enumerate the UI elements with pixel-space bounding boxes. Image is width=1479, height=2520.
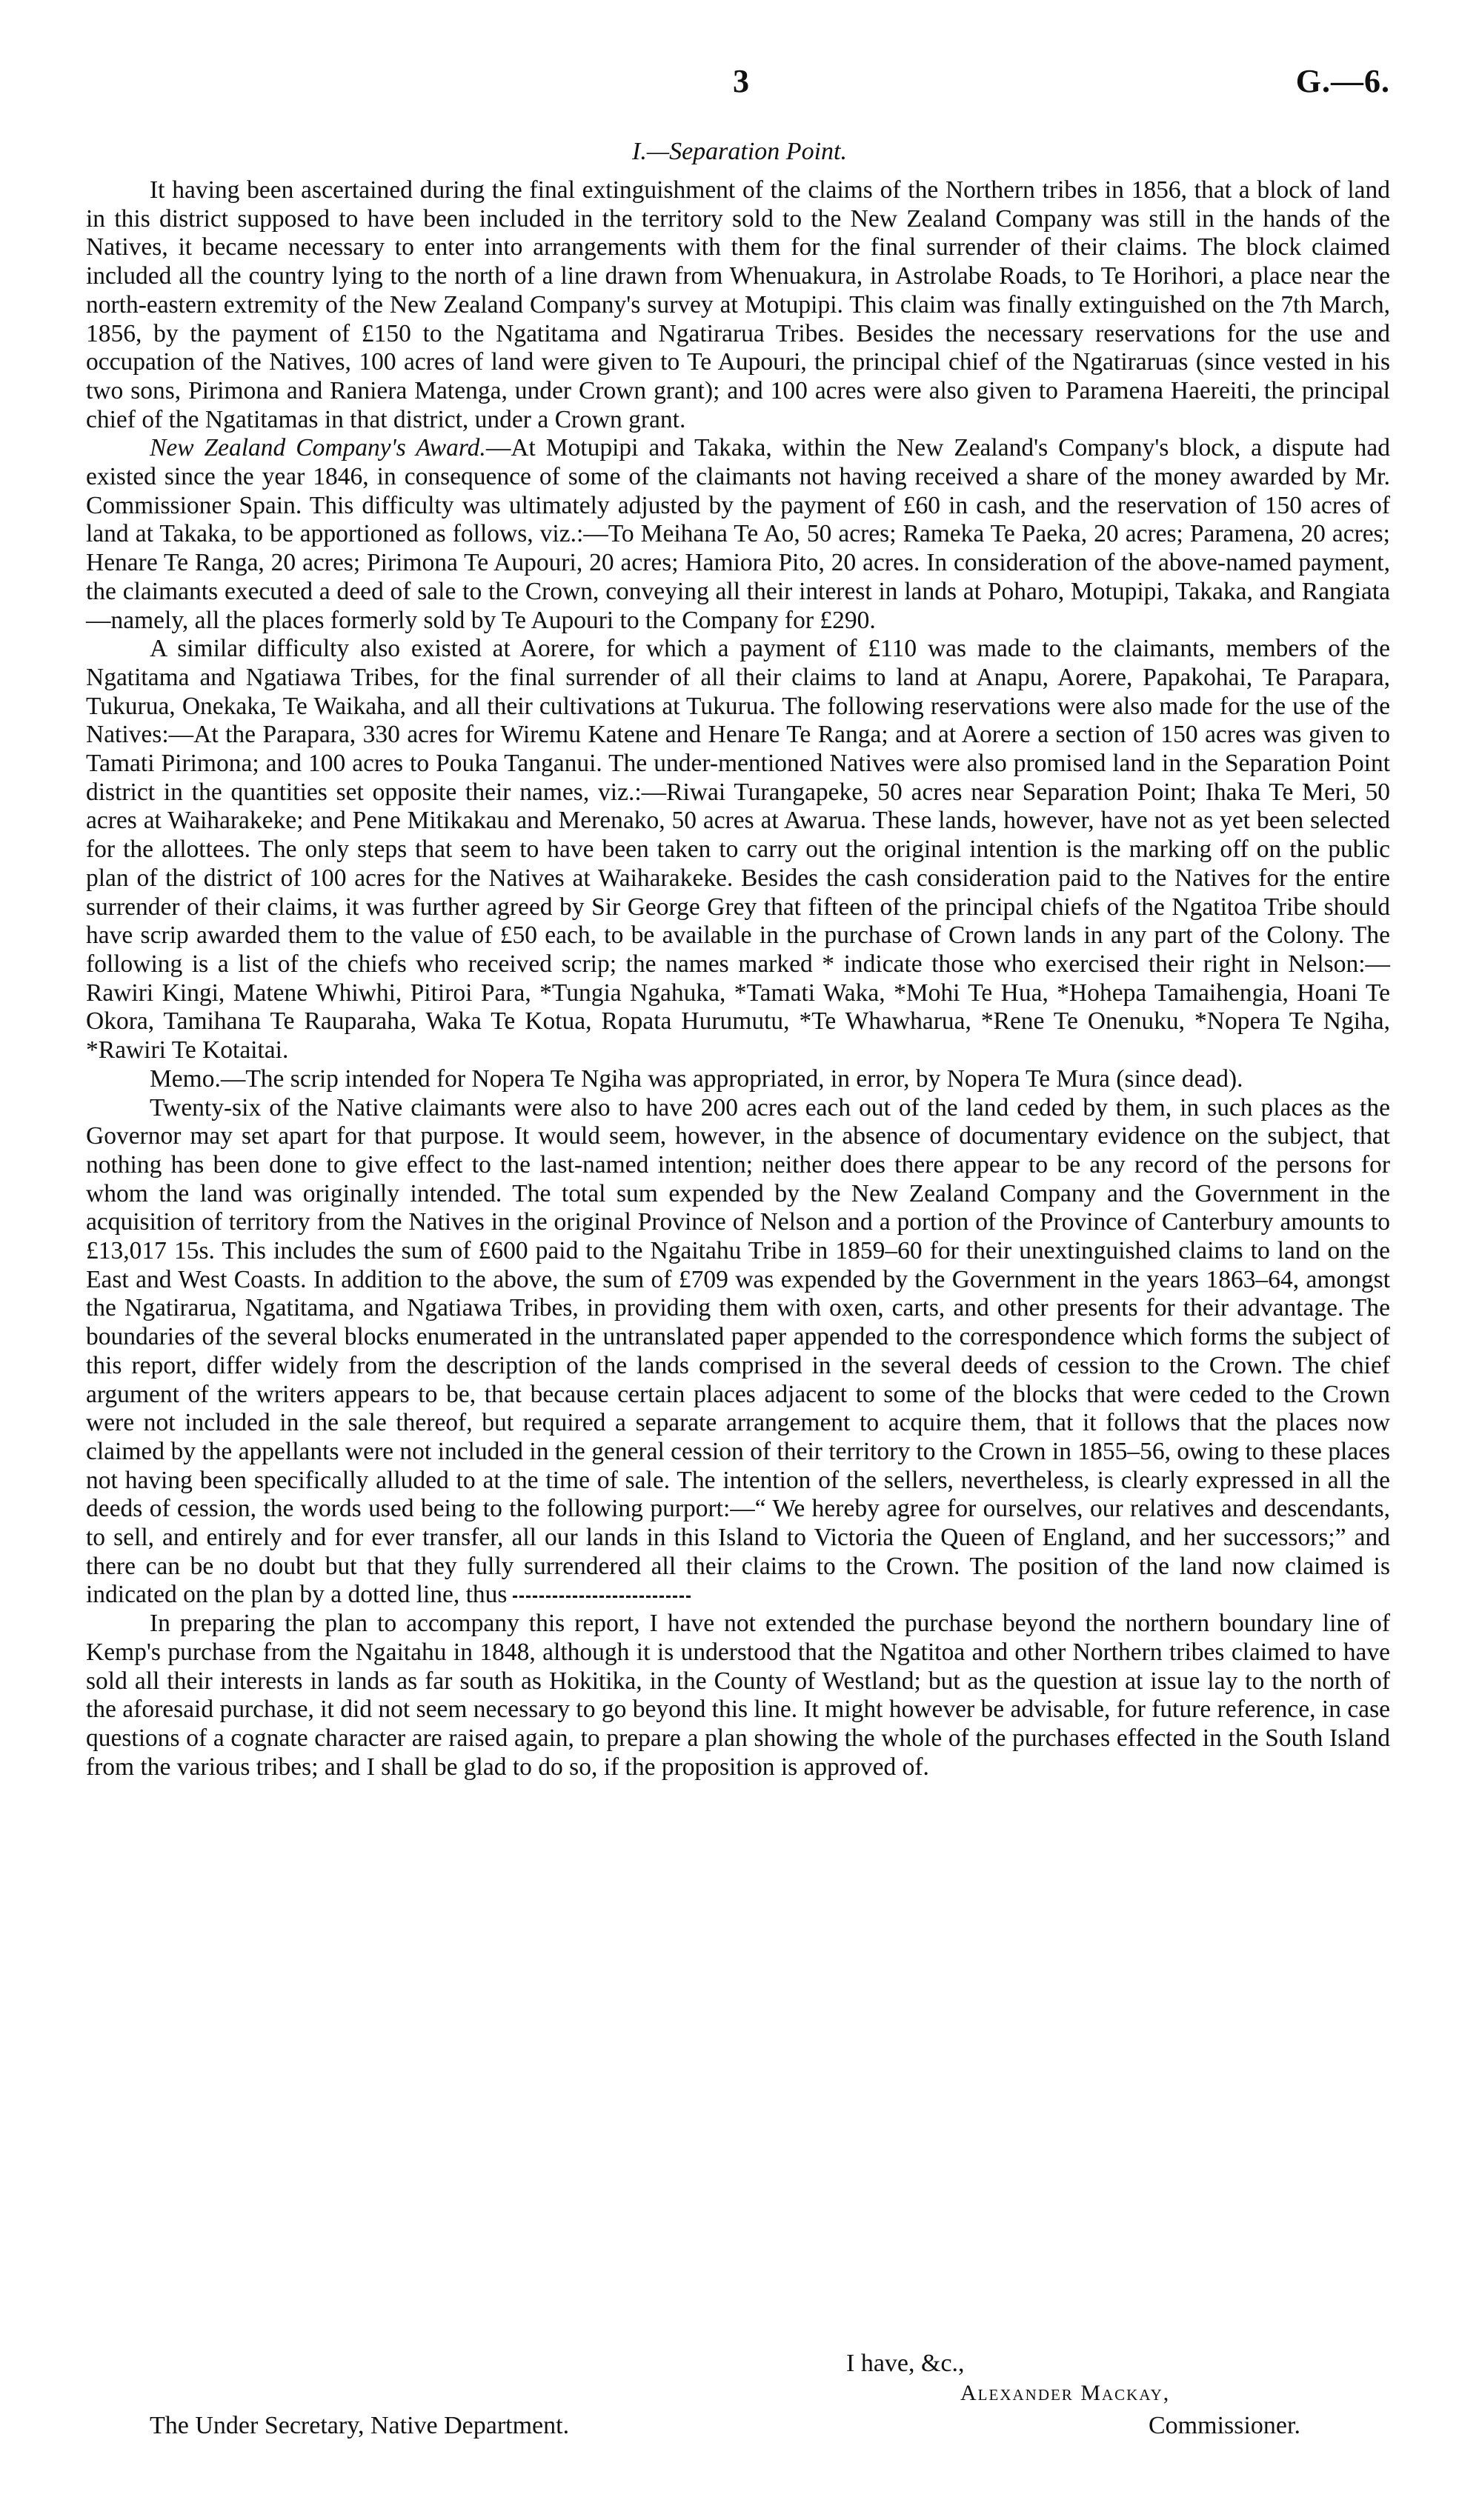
paragraph-text: A similar difficulty also existed at Aorere, for which a payment of £110 was made to the claimants, members of the Ngatitama and Ngatiawa Tribes, for the final surrender of all their claims to land at Anapu, Aorere, Papakohai, Te Parapara, Tukurua, Onekaka, Te Waikaha, and all their cultivations at Tukurua. The following reservations were also made for the use of the Natives:—At the Parapara, 330 acres for Wiremu Katene and Henare Te Ranga; and at Aorere a section of 150 acres was given to Tamati Pirimona; and 100 acres to Pouka Tanganui. The under-mentioned Natives were also promised land in the Separation Point district in the quantities set opposite their names, viz.:—Riwai Turangapeke, 50 acres near Separation Point; Ihaka Te Meri, 50 acres at Waiharakeke; and Pene Mitikakau and Merenako, 50 acres at Awarua. These lands, however, have not as yet been selected for the allottees. The only steps that seem to have been taken to carry out the original intention is the marking off on the public plan of the district of 100 acres for the Natives at Waiharakeke. Besides the cash consideration paid to the Natives for the entire surrender of their claims, it was further agreed by Sir George Grey that fifteen of the principal chiefs of the Ngatitoa Tribe should have scrip awarded them to the value of £50 each, to be available in the purchase of Crown lands in any part of the Colony. The following is a list of the chiefs who received scrip; the names marked * indicate those who exercised their right in Nelson:—Rawiri Kingi, Matene Whiwhi, Pitiroi Para, *Tungia Ngahuka, *Tamati Waka, *Mohi Te Hua, *Hohepa Tamaihengia, Hoani Te Okora, Tamihana Te Rauparaha, Waka Te Kotua, Ropata Hurumutu, *Te Whawharua, *Rene Te Onenuku, *Nopera Te Ngiha, *Rawiri Te Kotaitai. — [86, 635, 1390, 1064]
paragraph-text: Twenty-six of the Native claimants were also to have 200 acres each out of the land ceded by them, in such places as the Governor may set apart for that purpose. It would seem, however, in the absence of documentary evidence on the subject, that nothing has been done to give effect to the last-named intention; neither does there appear to be any record of the persons for whom the land was originally intended. The total sum expended by the New Zealand Company and the Government in the acquisition of territory from the Natives in the original Province of Nelson and a portion of the Province of Canterbury amounts to £13,017 15s. This includes the sum of £600 paid to the Ngaitahu Tribe in 1859–60 for their unextinguished claims to land on the East and West Coasts. In addition to the above, the sum of £709 was expended by the Government in the years 1863–64, amongst the Ngatirarua, Ngatitama, and Ngatiawa Tribes, in providing them with oxen, carts, and other presents for their advantage. The boundaries of the several blocks enumerated in the untranslated paper appended to the correspondence which forms the subject of this report, differ widely from the description of the lands comprised in the several deeds of cession to the Crown. The chief argument of the writers appears to be, that because certain places adjacent to some of the blocks that were ceded to the Crown were not included in the sale thereof, but required a separate arrangement to acquire them, that it follows that the places now claimed by the appellants were not included in the general cession of their territory to the Crown in 1855–56, owing to these places not having been specifically alluded to at the time of sale. The intention of the sellers, nevertheless, is clearly expressed in all the deeds of cession, the words used being to the following purport:—“ We hereby agree for ourselves, our relatives and descendants, to sell, and entirely and for ever transfer, all our lands in this Island to Victoria the Queen of England, and her successors;” and there can be no doubt but that they fully surrendered all their claims to the Crown. The position of the land now claimed is indicated on the plan by a dotted line, thus — [86, 1093, 1390, 1609]
paragraph-memo — [86, 1065, 1390, 1094]
document-reference: G.—6. — [1295, 63, 1390, 99]
closing-salutation: I have, &c., — [846, 2350, 965, 2377]
paragraph-company-award — [86, 434, 1390, 635]
paragraph-aorere — [86, 635, 1390, 1065]
paragraph-text: —At Motupipi and Takaka, within the New Zealand's Company's block, a dispute had existed since the year 1846, in consequence of some of the claimants not having received a share of the money awarded by Mr. Commissioner Spain. This difficulty was ultimately adjusted by the payment of £60 in cash, and the reservation of 150 acres of land at Takaka, to be apportioned as follows, viz.:—To Meihana Te Ao, 50 acres; Rameka Te Paeka, 20 acres; Paramena, 20 acres; Henare Te Ranga, 20 acres; Pirimona Te Aupouri, 20 acres; Hamiora Pito, 20 acres. In consideration of the above-named payment, the claimants executed a deed of sale to the Crown, conveying all their interest in lands at Poharo, Motupipi, Takaka, and Rangiata—namely, all the places formerly sold by Te Aupouri to the Company for £290. — [86, 434, 1391, 634]
page-number: 3 — [733, 63, 749, 99]
dotted-line-symbol — [513, 1596, 691, 1598]
signatory-title: Commissioner. — [1149, 2412, 1300, 2439]
body-text — [86, 176, 1390, 1781]
paragraph-text: Memo.—The scrip intended for Nopera Te Ngiha was appropriated, in error, by Nopera Te Mura (since dead). — [150, 1064, 1243, 1093]
paragraph-text: It having been ascertained during the final extinguishment of the claims of the Northern tribes in 1856, that a block of land in this district supposed to have been included in the territory sold to the New Zealand Company was still in the hands of the Natives, it became necessary to enter into arrangements with them for the final surrender of their claims. The block claimed included all the country lying to the north of a line drawn from Whenuakura, in Astrolabe Roads, to Te Horihori, a place near the north-eastern extremity of the New Zealand Company's survey at Motupipi. This claim was finally extinguished on the 7th March, 1856, by the payment of £150 to the Ngatitama and Ngatirarua Tribes. Besides the necessary reservations for the use and occupation of the Natives, 100 acres of land were given to Te Aupouri, the principal chief of the Ngatiraruas (since vested in his two sons, Pirimona and Raniera Matenga, under Crown grant); and 100 acres were also given to Paramena Haereiti, the principal chief of the Ngatitamas in that district, under a Crown grant. — [86, 176, 1390, 433]
paragraph-separation-point — [86, 176, 1390, 434]
addressee: The Under Secretary, Native Department. — [150, 2412, 570, 2439]
section-title: I.—Separation Point. — [632, 138, 847, 165]
paragraph-twenty-six-claimants — [86, 1094, 1390, 1610]
paragraph-lead: New Zealand Company's Award. — [150, 434, 486, 462]
signatory-name: Alexander Mackay, — [960, 2381, 1171, 2405]
paragraph-plan — [86, 1610, 1390, 1781]
paragraph-text: In preparing the plan to accompany this report, I have not extended the purchase beyond the northern boundary line of Kemp's purchase from the Ngaitahu in 1848, although it is understood that the Ngatitoa and other Northern tribes claimed to have sold all their interests in lands as far south as Hokitika, in the County of Westland; but as the question at issue lay to the north of the aforesaid purchase, it did not seem necessary to go beyond this line. It might however be advisable, for future reference, in case questions of a cognate character are raised again, to prepare a plan showing the whole of the purchases effected in the South Island from the various tribes; and I shall be glad to do so, if the proposition is approved of. — [86, 1610, 1390, 1781]
